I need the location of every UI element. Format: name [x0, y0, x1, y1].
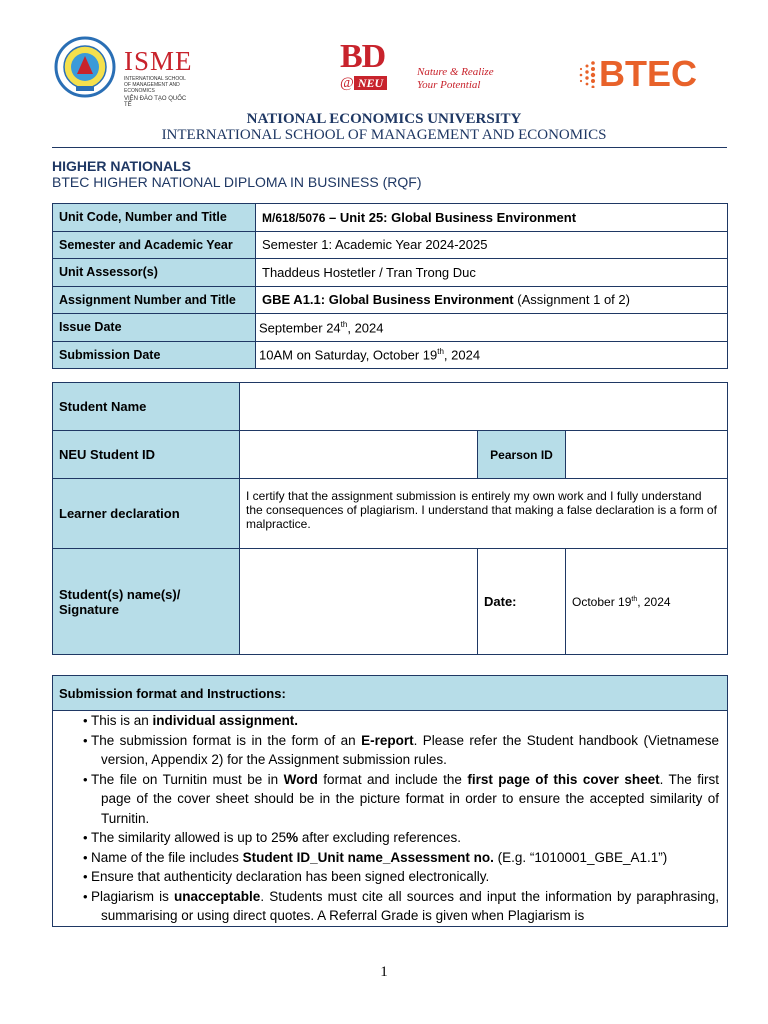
b2-post: . Please refer the Student handbook (Vietnamese version, Appendix 2) for the Assignment submission rules.: [101, 732, 719, 767]
assessor-label: Unit Assessor(s): [53, 259, 256, 287]
b7-bold: unacceptable: [174, 888, 261, 904]
date-cell: [566, 549, 728, 655]
table-row: [53, 676, 728, 711]
student-name-field[interactable]: [240, 383, 728, 431]
instructions-table: [52, 675, 728, 927]
school-name: INTERNATIONAL SCHOOL OF MANAGEMENT AND ECONOMICS: [161, 127, 607, 143]
issue-date-suffix: th: [340, 319, 348, 329]
b4-text: The similarity allowed is up to 25: [91, 830, 287, 845]
bd-neu-logo: [340, 40, 410, 90]
assessor-value: Thaddeus Hostetler / Tran Trong Duc: [256, 259, 728, 287]
table-row: [53, 341, 728, 369]
list-item: [53, 867, 727, 887]
submission-date-year: , 2024: [443, 347, 481, 363]
b4-bold: %: [286, 830, 299, 845]
list-item: [53, 848, 727, 868]
table-row: [53, 431, 728, 479]
student-info-table: [52, 382, 728, 655]
b3-bold1: Word: [283, 771, 318, 787]
bd-slogan: [417, 66, 494, 92]
bd-logo-text: BD: [340, 38, 386, 75]
b3-bold2: first page of this cover sheet: [467, 771, 660, 787]
b4-post: after excluding references.: [298, 830, 461, 845]
learner-declaration-text: I certify that the assignment submission is entirely my own work and I fully understand the consequences of plagiarism. I understand that making a false declaration is a form of malpractice.: [240, 479, 728, 549]
b7-text: Plagiarism is: [91, 888, 175, 904]
unit-info-table: [52, 203, 728, 369]
signature-label: Student(s) name(s)/ Signature: [53, 549, 240, 655]
btec-dots-icon: [576, 60, 598, 88]
table-row: [53, 314, 728, 342]
b7-post: . Students must cite all sources and input the information by paraphrasing, summarising or using direct quotes. A Referral Grade is given when Plagiarism is: [101, 888, 719, 923]
b1-text: This is an: [91, 713, 153, 728]
semester-label: Semester and Academic Year: [53, 231, 256, 259]
isme-logo-subtitle: INTERNATIONAL SCHOOL OF MANAGEMENT AND ECONOMICS: [124, 76, 186, 94]
isme-logo-text: ISME: [124, 46, 193, 76]
table-row: [53, 383, 728, 431]
neu-seal-logo: [52, 36, 118, 98]
submission-date-label: Submission Date: [53, 341, 256, 369]
list-item: [53, 731, 727, 770]
table-row: [53, 479, 728, 549]
issue-date-year: , 2024: [347, 319, 384, 335]
btec-logo: [576, 52, 726, 96]
table-row: [53, 286, 728, 314]
instructions-title: Submission format and Instructions:: [53, 676, 728, 711]
student-name-label: Student Name: [53, 383, 240, 431]
submission-date-suffix: th: [437, 347, 444, 357]
date-suffix: th: [631, 595, 638, 603]
list-item: [53, 711, 727, 731]
neu-student-id-label: NEU Student ID: [53, 431, 240, 479]
unit-code-label: Unit Code, Number and Title: [53, 204, 256, 232]
date-label: Date:: [478, 549, 566, 655]
diploma-title: BTEC HIGHER NATIONAL DIPLOMA IN BUSINESS (RQF): [52, 174, 422, 190]
b3-post: . The first page of the cover sheet should be in the picture format in order to ensure the accepted similarity of Turnitin.: [101, 771, 719, 826]
unit-code-value: M/618/5076: [262, 210, 326, 225]
b2-bold: E-report: [361, 732, 414, 748]
table-row: [53, 259, 728, 287]
learner-declaration-label: Learner declaration: [53, 479, 240, 549]
pearson-id-field[interactable]: [566, 431, 728, 479]
signature-field[interactable]: [240, 549, 478, 655]
table-row: [53, 204, 728, 232]
bd-logo-at: @: [340, 75, 354, 91]
assignment-title-rest: (Assignment 1 of 2): [513, 292, 630, 308]
list-item: [53, 828, 727, 848]
submission-date-cell: [256, 341, 728, 369]
higher-nationals-heading: HIGHER NATIONALS: [52, 158, 191, 174]
instructions-body: [53, 711, 728, 927]
submission-date-main: 10AM on Saturday, October 19: [259, 347, 438, 363]
table-row: [53, 231, 728, 259]
b5-post: (E.g. “1010001_GBE_A1.1”): [493, 849, 668, 865]
isme-logo: [124, 46, 194, 108]
b3-text: The file on Turnitin must be in: [91, 771, 284, 787]
unit-title-value: – Unit 25: Global Business Environment: [325, 209, 577, 225]
header-divider: [52, 147, 727, 148]
assignment-title-bold: GBE A1.1: Global Business Environment: [262, 292, 514, 308]
assignment-label: Assignment Number and Title: [53, 286, 256, 314]
b1-bold: individual assignment.: [152, 713, 299, 728]
b3-mid: format and include the: [317, 771, 468, 787]
table-row: [53, 549, 728, 655]
b5-text: Name of the file includes: [91, 849, 243, 865]
table-row: [53, 711, 728, 927]
issue-date-main: September 24: [259, 319, 341, 335]
date-main: October 19: [572, 594, 632, 609]
university-name: NATIONAL ECONOMICS UNIVERSITY: [246, 111, 522, 127]
assignment-cell: [256, 286, 728, 314]
bd-logo-neu: NEU: [354, 76, 387, 90]
list-item: [53, 770, 727, 829]
b6-text: Ensure that authenticity declaration has been signed electronically.: [91, 869, 490, 884]
semester-value: Semester 1: Academic Year 2024-2025: [256, 231, 728, 259]
issue-date-label: Issue Date: [53, 314, 256, 342]
list-item: [53, 887, 727, 926]
slogan-line-1: Nature & Realize: [417, 66, 494, 78]
b5-bold: Student ID_Unit name_Assessment no.: [242, 849, 494, 865]
isme-logo-vietnamese: VIỆN ĐÀO TẠO QUỐC TẾ: [124, 96, 187, 108]
issue-date-cell: [256, 314, 728, 342]
slogan-line-2: Your Potential: [417, 79, 481, 91]
b2-text: The submission format is in the form of an: [91, 732, 362, 748]
instructions-list: [53, 711, 727, 926]
unit-code-cell: [256, 204, 728, 232]
pearson-id-label: Pearson ID: [478, 431, 566, 479]
btec-logo-text: BTEC: [599, 53, 697, 94]
page-number: 1: [380, 964, 388, 980]
date-year: , 2024: [637, 594, 671, 609]
neu-student-id-field[interactable]: [240, 431, 478, 479]
